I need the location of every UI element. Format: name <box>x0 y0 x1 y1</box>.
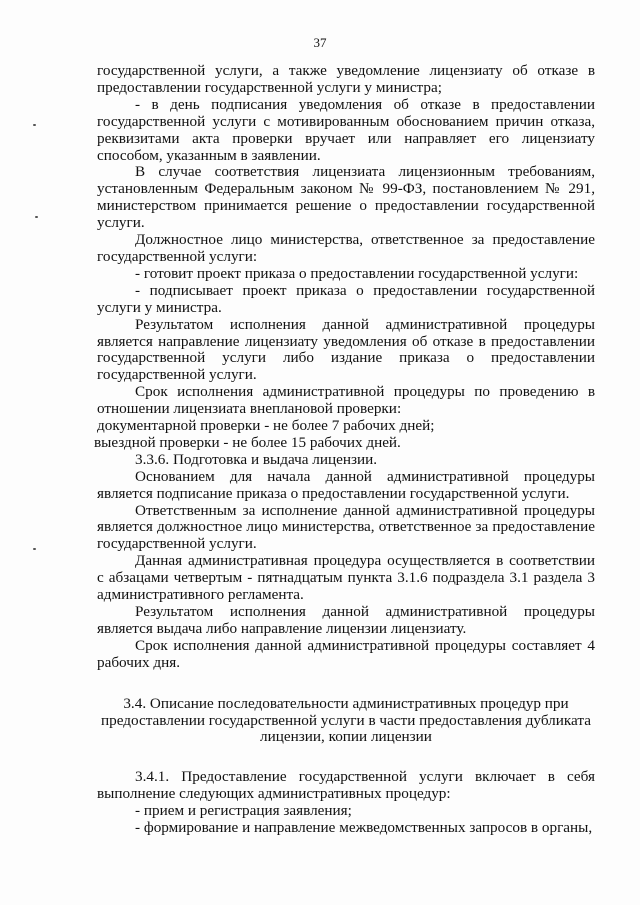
paragraph: документарной проверки - не более 7 рабочих дней; <box>97 417 435 435</box>
paragraph: Должностное лицо министерства, ответственное за предоставление государственной услуги: <box>97 231 595 265</box>
paragraph: Срок исполнения данной административной процедуры составляет 4 рабочих дня. <box>97 636 595 671</box>
paragraph: - готовит проект приказа о предоставлении государственной услуги: <box>135 264 579 282</box>
paragraph: Основанием для начала данной административной процедуры является подписание приказа о предоставлении государственной услуги. <box>97 467 595 502</box>
paragraph: - подписывает проект приказа о предоставлении государственной услуги у министра. <box>97 281 595 316</box>
list-item: - прием и регистрация заявления; <box>135 802 352 820</box>
paragraph: - в день подписания уведомления об отказе в предоставлении государственной услуги с мотивированным обоснованием причин отказа, реквизитами акта проверки вручает или направляет его лицензиату способом, указанным в заявлении. <box>97 95 595 164</box>
section-heading-line: лицензии, копии лицензии <box>260 728 432 746</box>
margin-mark <box>35 216 38 218</box>
section-heading-line: 3.4. Описание последовательности административных процедур при <box>123 694 569 712</box>
list-item: - формирование и направление межведомственных запросов в органы, <box>135 819 593 837</box>
section-heading-line: предоставлении государственной услуги в части предоставления дубликата <box>101 711 591 729</box>
paragraph: Результатом исполнения данной административной процедуры является направление лицензиату уведомления об отказе в предоставлении государственной услуги либо издание приказа о предоставлении государственной услуги. <box>97 315 595 384</box>
paragraph: 3.4.1. Предоставление государственной услуги включает в себя выполнение следующих административных процедур: <box>97 768 595 803</box>
section-heading <box>97 696 595 747</box>
margin-mark <box>33 548 36 550</box>
margin-mark <box>33 124 36 126</box>
paragraph: Ответственным за исполнение данной административной процедуры является должностное лицо министерства, ответственное за предоставление государственной услуги. <box>97 501 595 553</box>
page-number: 37 <box>313 35 327 50</box>
paragraph: 3.3.6. Подготовка и выдача лицензии. <box>135 450 378 468</box>
paragraph: В случае соответствия лицензиата лицензионным требованиям, установленным Федеральным законом № 99-ФЗ, постановлением № 291, министерством принимается решение о предоставлении государственной услуги. <box>97 163 595 232</box>
paragraph: государственной услуги, а также уведомление лицензиату об отказе в предоставлении государственной услуги у министра; <box>97 62 595 96</box>
paragraph: Результатом исполнения данной административной процедуры является выдача либо направление лицензии лицензиату. <box>97 603 595 637</box>
paragraph: выездной проверки - не более 15 рабочих дней. <box>94 433 401 451</box>
paragraph: Данная административная процедура осуществляется в соответствии с абзацами четвертым - пятнадцатым пункта 3.1.6 подраздела 3.1 раздела 3 административного регламента. <box>97 552 595 604</box>
paragraph: Срок исполнения административной процедуры по проведению в отношении лицензиата внеплановой проверки: <box>97 383 595 418</box>
body-text <box>94 62 595 837</box>
